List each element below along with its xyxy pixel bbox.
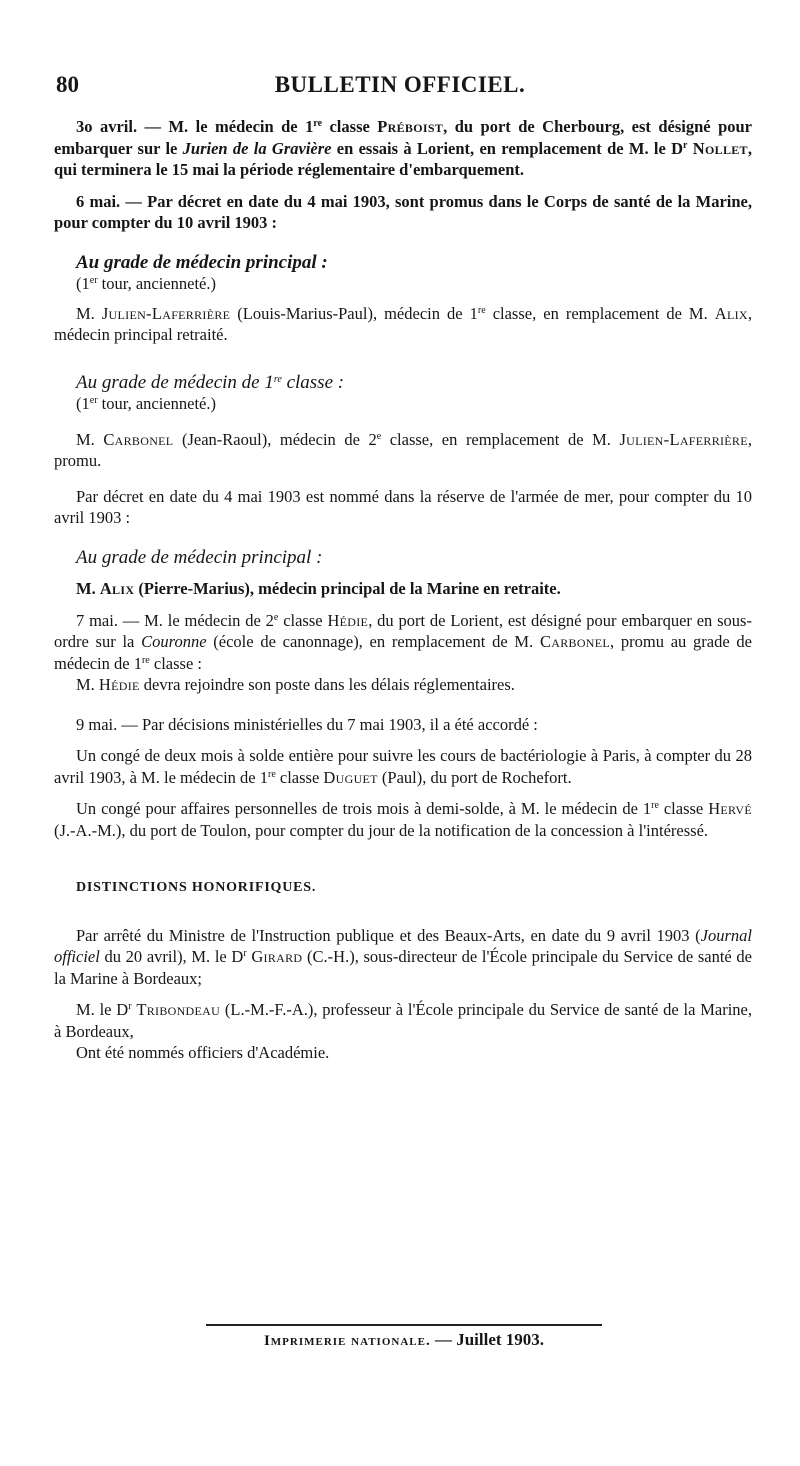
paragraph-girard: Par arrêté du Ministre de l'Instruction publique et des Beaux-Arts, en date du 9 avril 1903 (Journal officiel du 20 avril), M. le $D^r$ Girard (C.-H.), sous-directeur de l'École principale du Service de santé de la Marine à Bordeaux; [54, 925, 752, 988]
print-date: — Juillet 1903. [434, 1330, 545, 1349]
paragraph-conge-duguet: Un congé de deux mois à solde entière pour suivre les cours de bactériologie à Paris, à compter du 28 avril 1903, à M. le médecin de 1re classe Duguet (Paul), du port de Rochefort. [54, 746, 752, 787]
running-title: BULLETIN OFFICIEL. [274, 72, 526, 97]
paragraph-alix: M. Alix (Pierre-Marius), médecin principal de la Marine en retraite. [76, 579, 561, 598]
page-number: 80 [56, 72, 79, 97]
subheading-tour-anciennete: (1er tour, ancienneté.) [76, 274, 216, 293]
footer-rule [206, 1324, 602, 1326]
paragraph-reserve-armee-de-mer: Par décret en date du 4 mai 1903 est nommé dans la réserve de l'armée de mer, pour compter du 10 avril 1903 : [54, 486, 752, 527]
heading-medecin-1re-classe: Au grade de médecin de 1re classe : [76, 371, 345, 393]
paragraph-hedie-poste: M. Hédie devra rejoindre son poste dans les délais réglementaires. [76, 675, 515, 694]
page-footer [206, 1330, 602, 1350]
page-header [54, 72, 746, 106]
page-body [54, 116, 752, 1064]
paragraph-julien-laferriere: M. Julien-Laferrière (Louis-Marius-Paul), médecin de 1re classe, en remplacement de M. Alix, médecin principal retraité. [54, 303, 752, 344]
paragraph-decisions-9-mai: 9 mai. — Par décisions ministérielles du 7 mai 1903, il a été accordé : [76, 714, 538, 734]
paragraph-tribondeau: M. le $D^r$ Tribondeau (L.-M.-F.-A.), professeur à l'École principale du Service de santé de la Marine, à Bordeaux, [54, 1000, 752, 1041]
subheading-tour-anciennete-2: (1er tour, ancienneté.) [76, 394, 216, 413]
paragraph-officiers-academie: Ont été nommés officiers d'Académie. [76, 1043, 330, 1062]
paragraph-carbonel: M. Carbonel (Jean-Raoul), médecin de 2e classe, en remplacement de M. Julien-Laferrière, promu. [54, 429, 752, 470]
printer-name: Imprimerie nationale. [263, 1333, 431, 1349]
paragraph-preboist: 3o avril. — M. le médecin de 1re classe Préboist, du port de Cherbourg, est désigné pour embarquer sur le Jurien de la Gravière en essais à Lorient, en remplacement de M. le $D^r$ Nollet, qui terminera le 15 mai la période réglementaire d'embarquement. [54, 117, 753, 179]
heading-medecin-principal-reserve: Au grade de médecin principal : [76, 546, 323, 568]
paragraph-conge-herve: Un congé pour affaires personnelles de trois mois à demi-solde, à M. le médecin de 1re classe Hervé (J.-A.-M.), du port de Toulon, pour compter du jour de la notification de la concession à l'intéressé. [54, 799, 752, 840]
paragraph-hedie: 7 mai. — M. le médecin de 2e classe Hédie, du port de Lorient, est désigné pour embarquer en sous-ordre sur la Couronne (école de canonnage), en remplacement de M. Carbonel, promu au grade de médecin de 1re classe : [54, 610, 752, 673]
paragraph-decree-4-mai: 6 mai. — Par décret en date du 4 mai 1903, sont promus dans le Corps de santé de la Marine, pour compter du 10 avril 1903 : [54, 191, 752, 232]
heading-medecin-principal: Au grade de médecin principal : [76, 251, 328, 273]
section-title-distinctions: DISTINCTIONS HONORIFIQUES. [76, 880, 317, 895]
